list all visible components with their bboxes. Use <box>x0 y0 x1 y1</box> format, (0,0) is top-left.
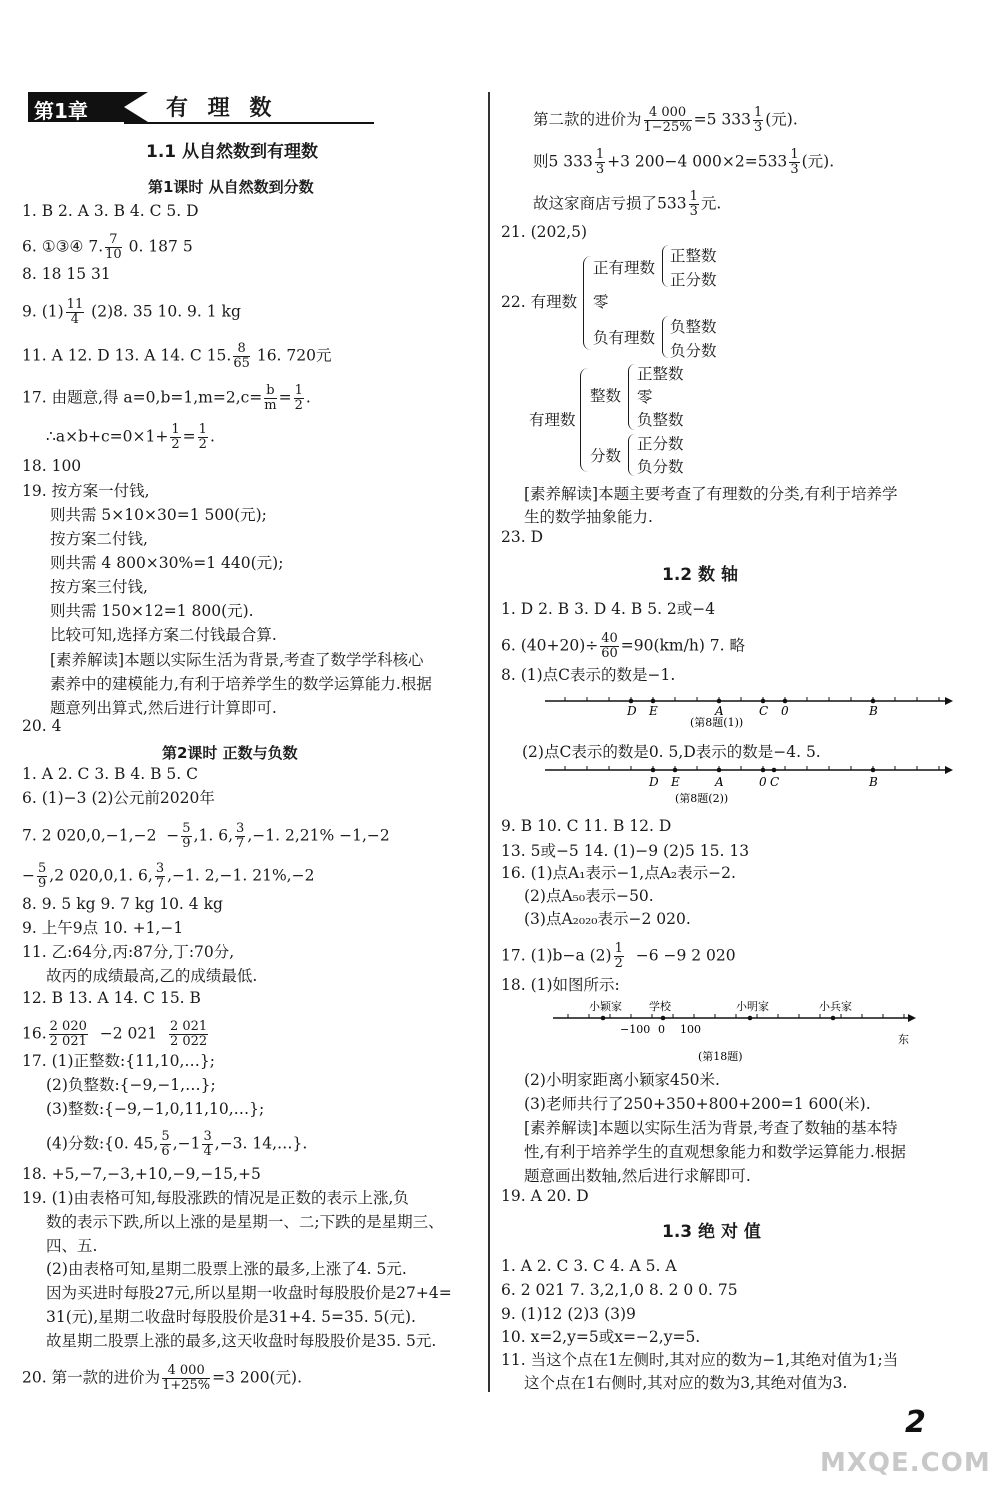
answer-line: 9. (1)12 (2)3 (3)9 <box>501 1305 636 1323</box>
answer-line: 11. A 12. D 13. A 14. C 15. $\frac{8}{65}$ 16. 720元 <box>22 341 332 371</box>
axis-label: 小明家 <box>736 1000 769 1013</box>
answer-line: 这个点在1右侧时,其对应的数为3,其绝对值为3. <box>524 1374 848 1392</box>
answer-line: 18. +5,−7,−3,+10,−9,−15,+5 <box>22 1165 261 1183</box>
axis-label: D <box>627 704 637 718</box>
answer-line: 6. (1)−3 (2)公元前2020年 <box>22 789 215 807</box>
answer-line: 9. 上午9点 10. +1,−1 <box>22 919 184 937</box>
answer-line: (3)老师共行了250+350+800+200=1 600(米). <box>524 1095 871 1113</box>
answer-line: 11. 乙:64分,丙:87分,丁:70分, <box>22 943 235 961</box>
answer-line: 7. 2 020,0,−1,−2 − $\frac{5}{9}$ ,1. 6, $\frac{3}{7}$ ,−1. 2,21% −1,−2 <box>22 821 390 851</box>
answer-line: 9. B 10. C 11. B 12. D <box>501 817 672 835</box>
answer-line: 17. 由题意,得 a=0,b=1,m=2,c= $\frac{b}{m}$ = $\frac{1}{2}$ . <box>22 383 311 413</box>
chapter-rule <box>124 122 374 124</box>
axis-label: 小兵家 <box>819 1000 852 1013</box>
answer-line: 16. (1)点A₁表示−1,点A₂表示−2. <box>501 864 736 882</box>
axis-label: A <box>715 704 724 718</box>
answer-line: 第二款的进价为 $\frac{4 000}{1-25\%}$ =5 333 $\frac{1}{3}$ (元). <box>533 105 798 135</box>
answer-line: 19. A 20. D <box>501 1187 589 1205</box>
answer-line: 8. (1)点C表示的数是−1. <box>501 666 676 684</box>
axis-caption: (第8题(1)) <box>690 716 744 729</box>
page-number: 2 <box>905 1405 926 1440</box>
answer-line: 题意列出算式,然后进行计算即可. <box>50 699 277 717</box>
section-title: 1.3 绝 对 值 <box>662 1222 761 1242</box>
axis-label: 学校 <box>649 1000 671 1013</box>
answer-line: 31(元),星期二收盘时每股股价是31+4. 5=35. 5(元). <box>46 1308 416 1326</box>
axis-point <box>748 1016 753 1021</box>
answer-line: 按方案二付钱, <box>50 530 148 548</box>
number-line-8-2 <box>540 760 980 820</box>
axis-label: 0 <box>781 704 789 718</box>
answer-line: (2)点A₅₀表示−50. <box>524 887 654 905</box>
section-title: 1.2 数 轴 <box>662 565 738 585</box>
axis-label: 东 <box>898 1033 909 1046</box>
answer-line: [素养解读]本题以实际生活为背景,考查了数轴的基本特 <box>524 1119 898 1137</box>
axis-point <box>651 768 656 773</box>
answer-line: (2)点C表示的数是0. 5,D表示的数是−4. 5. <box>522 743 821 761</box>
axis-point <box>783 699 788 704</box>
answer-line: 故星期二股票上涨的最多,这天收盘时每股股价是35. 5元. <box>46 1332 437 1350</box>
answer-line: [素养解读]本题以实际生活为背景,考查了数学学科核心 <box>50 651 424 669</box>
answer-line: 11. 当这个点在1左侧时,其对应的数为−1,其绝对值为1;当 <box>501 1351 899 1369</box>
axis-label: 0 <box>759 775 767 789</box>
answer-line: 10. x=2,y=5或x=−2,y=5. <box>501 1328 701 1346</box>
axis-point <box>772 768 777 773</box>
axis-point <box>629 699 634 704</box>
axis-point <box>761 699 766 704</box>
lesson-title: 第2课时 正数与负数 <box>162 744 298 762</box>
answer-line: 19. 按方案一付钱, <box>22 482 150 500</box>
axis-point <box>871 768 876 773</box>
chapter-header <box>28 88 374 128</box>
axis-label: B <box>869 704 878 718</box>
answer-line: 因为买进时每股27元,所以星期一收盘时每股股价是27+4= <box>46 1284 452 1302</box>
answer-line: [素养解读]本题主要考查了有理数的分类,有利于培养学 <box>524 485 898 503</box>
answer-line: 按方案三付钱, <box>50 578 148 596</box>
answer-line: 18. (1)如图所示: <box>501 976 620 994</box>
answer-line: 1. D 2. B 3. D 4. B 5. 2或−4 <box>501 600 716 618</box>
answer-line: 13. 5或−5 14. (1)−9 (2)5 15. 13 <box>501 842 750 860</box>
axis-point <box>717 699 722 704</box>
answer-line: 12. B 13. A 14. C 15. B <box>22 989 201 1007</box>
axis-caption: (第18题) <box>698 1050 743 1063</box>
answer-line: 6. 2 021 7. 3,2,1,0 8. 2 0 0. 75 <box>501 1281 738 1299</box>
answer-line: 20. 第一款的进价为 $\frac{4 000}{1+25\%}$ =3 200(元). <box>22 1363 303 1393</box>
chapter-label: 第1章 <box>28 92 124 122</box>
column-divider <box>488 92 490 1392</box>
answer-line: 6. ①③④ 7. $\frac{7}{10}$ 0. 187 5 <box>22 232 193 262</box>
axis-point <box>601 1016 606 1021</box>
answer-line: (3)点A₂₀₂₀表示−2 020. <box>524 910 691 928</box>
answer-line: 1. A 2. C 3. C 4. A 5. A <box>501 1257 677 1275</box>
answer-line: 四、五. <box>46 1237 98 1255</box>
axis-point <box>661 1016 666 1021</box>
axis-point <box>761 768 766 773</box>
lesson-title: 第1课时 从自然数到分数 <box>148 178 314 196</box>
answer-line: 9. (1) $\frac{11}{4}$ (2)8. 35 10. 9. 1 kg <box>22 297 241 327</box>
axis-point <box>673 768 678 773</box>
answer-line: 17. (1)正整数:{11,10,…}; <box>22 1052 216 1070</box>
answer-line: (3)整数:{−9,−1,0,11,10,…}; <box>46 1100 265 1118</box>
axis-label: D <box>649 775 659 789</box>
answer-line: 素养中的建模能力,有利于培养学生的数学运算能力.根据 <box>50 675 432 693</box>
answer-line: 8. 9. 5 kg 9. 7 kg 10. 4 kg <box>22 895 223 913</box>
answer-line: 数的表示下跌,所以上涨的是星期一、二;下跌的是星期三、 <box>46 1213 444 1231</box>
answer-line: (4)分数:{0. 45, $\frac{5}{6}$ ,−1 $\frac{3}{4}$ ,−3. 14,…}. <box>46 1129 308 1159</box>
axis-point <box>717 768 722 773</box>
answer-line: 则共需 4 800×30%=1 440(元); <box>50 554 284 572</box>
answer-line: 则共需 150×12=1 800(元). <box>50 602 254 620</box>
axis-label: E <box>649 704 658 718</box>
answer-line: 16. $\frac{2 020}{2 021}$ −2 021 $\frac{2 021}{2 022}$ <box>22 1019 208 1049</box>
answer-line: 1. A 2. C 3. B 4. B 5. C <box>22 765 198 783</box>
answer-line: 1. B 2. A 3. B 4. C 5. D <box>22 202 199 220</box>
answer-line: (2)由表格可知,星期二股票上涨的最多,上涨了4. 5元. <box>46 1260 407 1278</box>
answer-line: 性,有利于培养学生的直观想象能力和数学运算能力.根据 <box>524 1143 906 1161</box>
answer-line: 题意画出数轴,然后进行求解即可. <box>524 1167 751 1185</box>
answer-line: 17. (1)b−a (2) $\frac{1}{2}$ −6 −9 2 020 <box>501 941 736 971</box>
axis-point <box>871 699 876 704</box>
answer-line: ∴a×b+c=0×1+ $\frac{1}{2}$ = $\frac{1}{2}$ . <box>46 422 215 452</box>
answer-line: 则共需 5×10×30=1 500(元); <box>50 506 267 524</box>
chapter-title: 有 理 数 <box>166 96 278 121</box>
answer-line: (2)小明家距离小颖家450米. <box>524 1071 720 1089</box>
answer-line: 21. (202,5) <box>501 223 588 241</box>
answer-line: 则5 333 $\frac{1}{3}$ +3 200−4 000×2=533 $\frac{1}{3}$ (元). <box>533 147 835 177</box>
number-line-18 <box>548 994 928 1064</box>
axis-label: B <box>869 775 878 789</box>
answer-line: 20. 4 <box>22 717 62 735</box>
watermark: MXQE.COM <box>820 1448 991 1478</box>
axis-label: A <box>715 775 724 789</box>
answer-line: 生的数学抽象能力. <box>524 508 653 526</box>
answer-line: 8. 18 15 31 <box>22 265 111 283</box>
number-line-8-1 <box>540 684 980 744</box>
axis-point <box>831 1016 836 1021</box>
axis-label: −100 <box>620 1023 651 1036</box>
axis-label: C <box>759 704 769 718</box>
axis-caption: (第8题(2)) <box>675 792 729 805</box>
answer-line: 比较可知,选择方案二付钱最合算. <box>50 626 277 644</box>
answer-line: 18. 100 <box>22 457 82 475</box>
axis-point <box>651 699 656 704</box>
axis-label: 小颖家 <box>589 1000 622 1013</box>
answer-line: − $\frac{5}{9}$ ,2 020,0,1. 6, $\frac{3}{7}$ ,−1. 2,−1. 21%,−2 <box>22 861 315 891</box>
answer-line: 19. (1)由表格可知,每股涨跌的情况是正数的表示上涨,负 <box>22 1189 409 1207</box>
answer-line: 故这家商店亏损了533 $\frac{1}{3}$ 元. <box>533 189 722 219</box>
section-title: 1.1 从自然数到有理数 <box>146 142 319 162</box>
answer-line: 6. (40+20)÷ $\frac{40}{60}$ =90(km/h) 7. 略 <box>501 631 746 661</box>
axis-label: E <box>671 775 680 789</box>
answer-line: 故丙的成绩最高,乙的成绩最低. <box>46 967 258 985</box>
axis-label: C <box>770 775 780 789</box>
answer-line: (2)负整数:{−9,−1,…}; <box>46 1076 216 1094</box>
axis-label: 100 <box>680 1023 701 1036</box>
answer-line: 23. D <box>501 528 544 546</box>
axis-label: 0 <box>658 1023 665 1036</box>
